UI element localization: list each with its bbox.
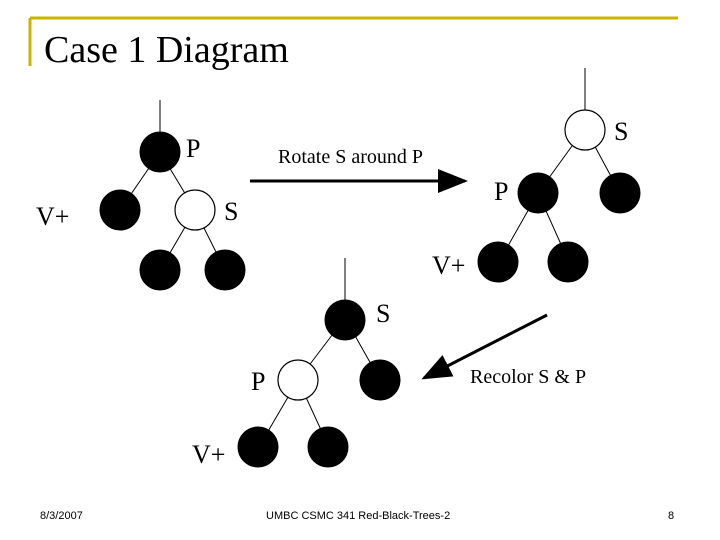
node-v-black [100,190,140,230]
slide-title: Case 1 Diagram [44,29,289,71]
node-p-right-child [308,427,348,467]
rotate-caption: Rotate S around P [278,146,423,168]
page-number: 8 [668,510,675,522]
node-s-right-child [600,173,640,213]
rotate-transition [250,146,465,181]
label-s: S [376,299,391,328]
node-s-red [565,110,605,150]
node-s-red [175,190,215,230]
label-v: V+ [192,440,226,469]
label-v: V+ [432,251,466,280]
node-v-black [238,427,278,467]
footer-date: 8/3/2007 [40,510,83,522]
node-s-right-child [205,250,245,290]
node-p-right-child [548,242,588,282]
recolor-caption: Recolor S & P [470,366,587,388]
footer-course: UMBC CSMC 341 Red-Black-Trees-2 [266,510,451,522]
label-s: S [614,117,629,146]
node-v-black [478,242,518,282]
recolor-transition [424,315,586,388]
node-s-black [325,300,365,340]
tree-after-rotate [432,68,640,282]
label-p: P [251,367,266,396]
node-p-black [140,132,180,172]
node-p-red [278,360,318,400]
label-s: S [224,197,239,226]
label-p: P [186,134,201,163]
node-s-right-child [360,360,400,400]
node-s-left-child [140,250,180,290]
tree-before [36,100,245,290]
label-v: V+ [36,202,70,231]
node-p-black [518,173,558,213]
label-p: P [494,177,509,206]
